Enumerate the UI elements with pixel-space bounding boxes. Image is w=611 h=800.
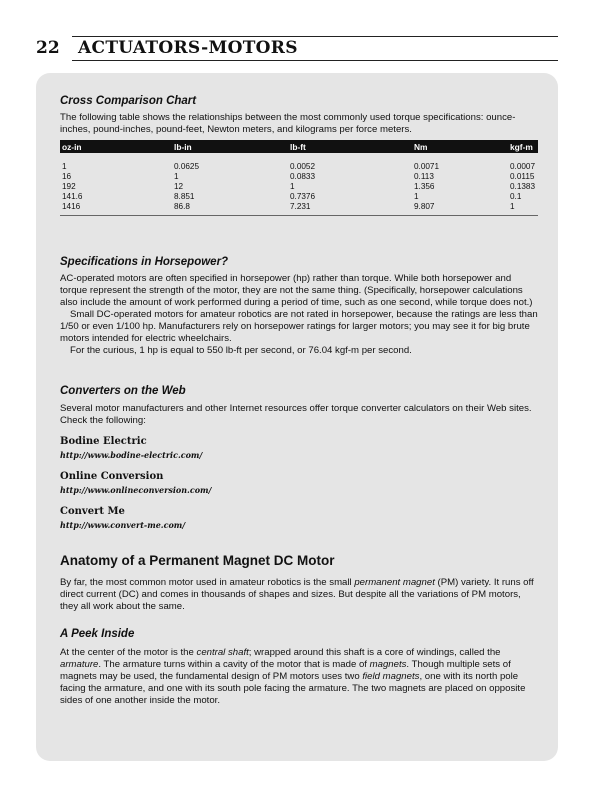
emphasis: permanent magnet [354,577,435,588]
column-header-nm: Nm [412,140,508,153]
table-cell: 8.851 [174,192,195,201]
horsepower-paragraph-2: Small DC-operated motors for amateur robotics are not rated in horsepower, because the ratings are less than 1/50 or even 1/100 hp. Manufacturers rely on horsepower ratings for larger motors; you may see it for big brute motors intended for electric wheelchairs. [60,309,538,344]
table-cell: 12 [174,182,184,191]
table-cell: 1416 [62,202,81,211]
converter-url-link[interactable]: http://www.onlineconversion.com/ [60,485,212,495]
table-row [60,182,538,192]
table-cell: 0.0625 [174,162,200,171]
table-cell: 192 [62,182,76,191]
peek-inside-paragraph [60,647,538,707]
converters-heading: Converters on the Web [60,385,186,397]
horsepower-paragraph-1: AC-operated motors are often specified in horsepower (hp) rather than torque. While both horsepower and torque represent the strength of the motor, they are not the same thing. (Specifically, horsepower calculations also include the amount of work performed during a period of time, such as one second, while torque does not.) [60,273,533,308]
table-cell: 0.7376 [290,192,316,201]
emphasis: field magnets [362,671,420,682]
table-cell: 1 [174,172,179,181]
table-cell: 7.231 [290,202,311,211]
text-run: ; wrapped around this shaft is a core of windings, called the [248,647,501,658]
emphasis: central shaft [196,647,249,658]
table-row [60,192,538,202]
text-run: At the center of the motor is the [60,647,197,658]
emphasis: magnets [369,659,407,670]
table-cell: 0.0071 [414,162,440,171]
table-cell: 9.807 [414,202,435,211]
column-header-kgf-m: kgf-m [508,140,538,153]
table-cell: 1.356 [414,182,435,191]
table-row [60,162,538,172]
anatomy-paragraph [60,577,538,613]
converters-section [60,385,538,530]
peek-inside-section [60,628,538,707]
table-cell: 141.6 [62,192,83,201]
table-cell: 0.1383 [510,182,536,191]
text-run: By far, the most common motor used in amateur robotics is the small [60,577,355,588]
chapter-title: ACTUATORS-MOTORS [78,38,298,58]
column-header-lb-ft: lb-ft [288,140,412,153]
cross-comparison-section [60,95,538,216]
converter-url-link[interactable]: http://www.convert-me.com/ [60,520,186,530]
table-spacer-row [60,153,538,162]
table-cell: 0.1 [510,192,522,201]
converter-url-link[interactable]: http://www.bodine-electric.com/ [60,450,203,460]
anatomy-heading: Anatomy of a Permanent Magnet DC Motor [60,553,335,568]
torque-table [60,140,538,212]
column-header-oz-in: oz-in [60,140,172,153]
cross-comparison-intro: The following table shows the relationships between the most commonly used torque specifications: ounce-inches, pound-inches, pound-feet, Newton meters, and kilograms per force meters. [60,112,516,135]
text-run: . Though multiple sets of magnets may be used, the fundamental design of PM motors uses two [60,659,511,682]
table-cell: 86.8 [174,202,190,211]
table-cell: 1 [62,162,67,171]
table-cell: 0.0007 [510,162,536,171]
table-cell: 1 [414,192,419,201]
page-number: 22 [36,38,60,58]
table-row [60,202,538,212]
torque-table-header [60,140,538,153]
header-rule [72,60,558,61]
horsepower-heading: Specifications in Horsepower? [60,256,229,268]
text-run: , one with its north pole facing the armature, and one with its south pole facing the armature. The two magnets are placed on opposite sides of one another inside the motor. [60,671,526,706]
column-header-lb-in: lb-in [172,140,288,153]
table-cell: 0.0833 [290,172,316,181]
header-top-rule [72,36,558,37]
peek-inside-heading: A Peek Inside [60,628,135,640]
table-cell: 0.0052 [290,162,316,171]
converter-name: Bodine Electric [60,436,147,447]
horsepower-section [60,256,538,357]
table-row [60,172,538,182]
converters-intro: Several motor manufacturers and other Internet resources offer torque converter calculators on their Web sites. Check the following: [60,403,532,426]
table-cell: 0.113 [414,172,434,181]
table-bottom-rule [60,215,538,216]
table-cell: 1 [510,202,515,211]
table-cell: 1 [290,182,295,191]
emphasis: armature [60,659,99,670]
text-run: . The armature turns within a cavity of the motor that is made of [98,659,370,670]
anatomy-section [60,553,538,613]
horsepower-paragraph-3: For the curious, 1 hp is equal to 550 lb-ft per second, or 76.04 kgf-m per second. [70,345,412,356]
cross-comparison-heading: Cross Comparison Chart [60,95,197,107]
table-cell: 16 [62,172,72,181]
converter-name: Online Conversion [60,471,164,482]
converter-name: Convert Me [60,506,125,517]
table-cell: 0.0115 [510,172,535,181]
text-run: (PM) variety. It runs off direct current (DC) and comes in thousands of shapes and sizes. But despite all the variations of PM motors, they all work about the same. [60,577,534,612]
